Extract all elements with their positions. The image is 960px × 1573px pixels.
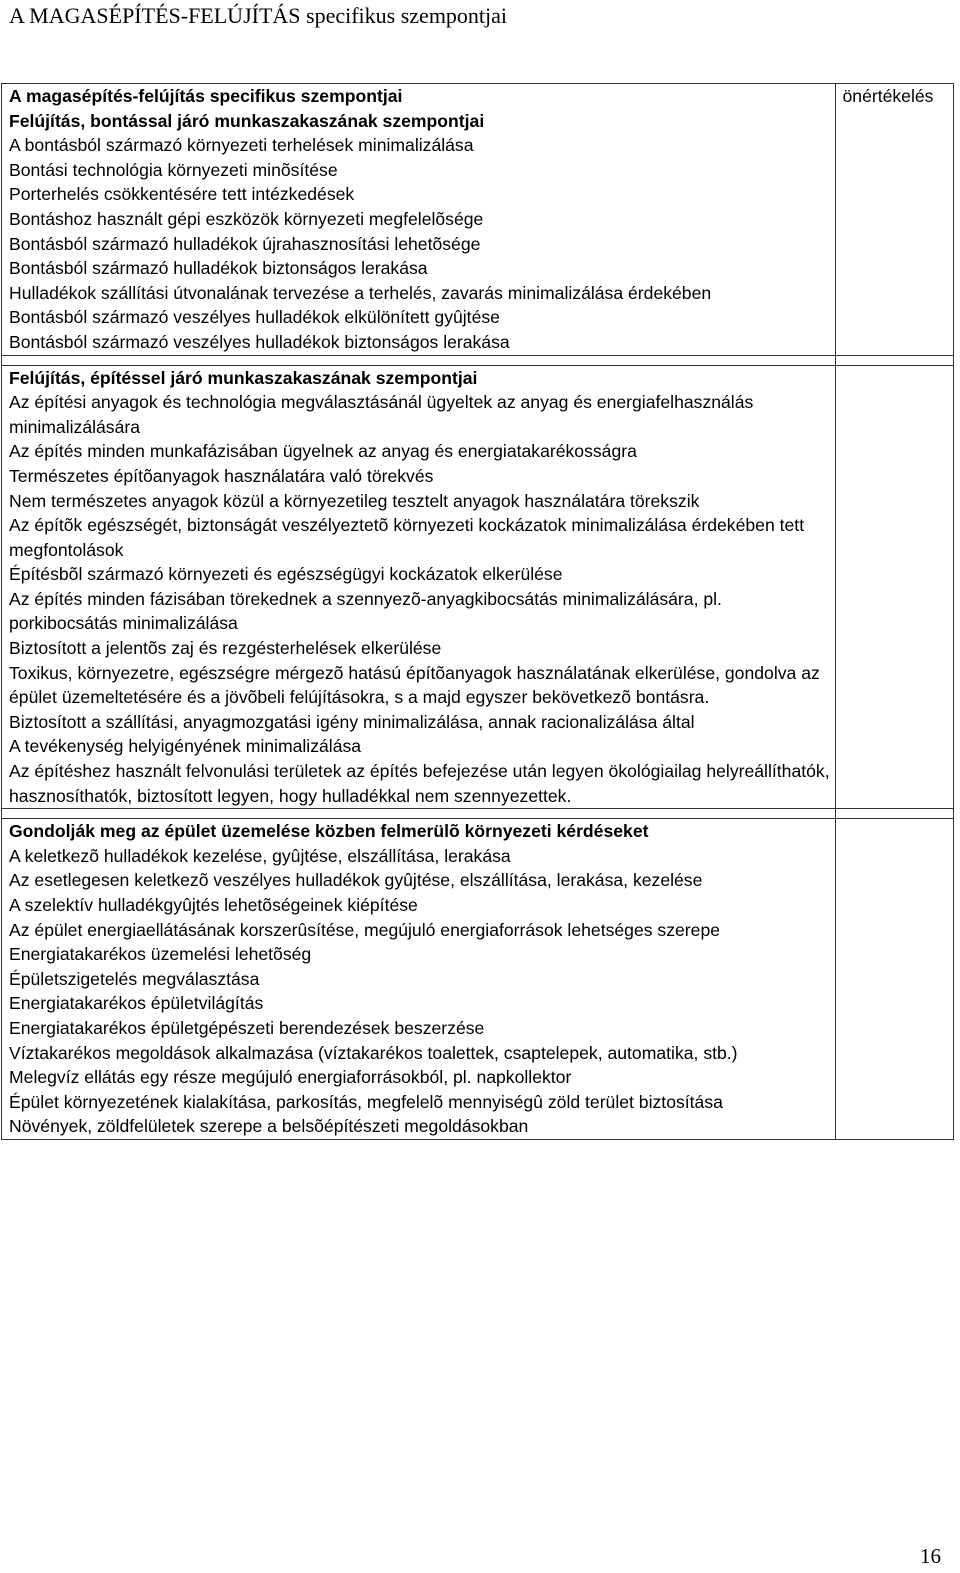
criteria-item: Bontáshoz használt gépi eszközök környezeti megfelelõsége xyxy=(9,208,484,229)
self-evaluation-cell xyxy=(835,365,954,809)
spacer-cell xyxy=(2,809,836,819)
criteria-cell xyxy=(2,819,836,1140)
criteria-item: Toxikus, környezetre, egészségre mérgezõ hatású építõanyagok használatának elkerülése, gondolva az épület üzemeltetésére és a jövõbeli felújításokra, s a majd egyszer bekövetkezõ bontásra. xyxy=(9,662,820,708)
criteria-item: A szelektív hulladékgyûjtés lehetõségeinek kiépítése xyxy=(9,895,418,915)
criteria-item: Épületszigetelés megválasztása xyxy=(9,968,260,989)
criteria-item: Az épület energiaellátásának korszerûsítése, megújuló energiaforrások lehetséges szerepe xyxy=(9,919,721,940)
criteria-item: Energiatakarékos épületgépészeti berendezések beszerzése xyxy=(9,1017,485,1038)
criteria-item: Melegvíz ellátás egy része megújuló energiaforrásokból, pl. napkollektor xyxy=(9,1067,572,1088)
criteria-item: Épület környezetének kialakítása, parkosítás, megfelelõ mennyiségû zöld terület biztosítása xyxy=(9,1091,723,1112)
criteria-item: Növények, zöldfelületek szerepe a belsõépítészeti megoldásokban xyxy=(9,1116,529,1137)
spacer-cell xyxy=(2,355,836,365)
criteria-cell xyxy=(2,84,836,356)
spacer-cell xyxy=(835,355,954,365)
criteria-section-row xyxy=(2,84,954,356)
criteria-table-body xyxy=(2,84,954,1140)
criteria-item: A keletkezõ hulladékok kezelése, gyûjtése, elszállítása, lerakása xyxy=(9,845,511,866)
self-evaluation-column-header: önértékelés xyxy=(835,84,954,356)
criteria-item: A tevékenység helyigényének minimalizálása xyxy=(9,736,362,757)
page-title: A MAGASÉPÍTÉS-FELÚJÍTÁS specifikus szempontjai xyxy=(9,3,508,28)
section-spacer-row xyxy=(2,355,954,365)
criteria-item: Biztosított a jelentõs zaj és rezgésterhelések elkerülése xyxy=(9,638,442,659)
criteria-heading: Gondolják meg az épület üzemelése közben felmerülõ környezeti kérdéseket xyxy=(9,821,649,842)
criteria-item: Porterhelés csökkentésére tett intézkedések xyxy=(9,184,355,205)
spacer-cell xyxy=(835,809,954,819)
criteria-item: Az építési anyagok és technológia megválasztásánál ügyeltek az anyag és energiafelhasználás minimalizálására xyxy=(9,392,754,437)
criteria-heading: Felújítás, bontással járó munkaszakaszának szempontjai xyxy=(9,110,485,131)
criteria-section-row xyxy=(2,819,954,1140)
criteria-item: Az építés minden fázisában törekednek a szennyezõ-anyagkibocsátás minimalizálására, pl. porkibocsátás minimalizálása xyxy=(9,588,722,634)
criteria-item: Nem természetes anyagok közül a környezetileg tesztelt anyagok használatára törekszik xyxy=(9,490,700,511)
criteria-item: Természetes építõanyagok használatára való törekvés xyxy=(9,465,434,486)
criteria-item: Az esetlegesen keletkezõ veszélyes hulladékok gyûjtése, elszállítása, lerakása, kezelése xyxy=(9,870,703,891)
criteria-item: Energiatakarékos épületvilágítás xyxy=(9,993,264,1014)
criteria-item: Energiatakarékos üzemelési lehetõség xyxy=(9,944,312,965)
criteria-heading: A magasépítés-felújítás specifikus szempontjai xyxy=(9,86,403,106)
criteria-item: Víztakarékos megoldások alkalmazása (víztakarékos toalettek, csaptelepek, automatika, stb.) xyxy=(9,1042,738,1063)
criteria-heading: Felújítás, építéssel járó munkaszakaszának szempontjai xyxy=(9,367,478,388)
self-evaluation-cell xyxy=(835,819,954,1140)
criteria-item: Bontásból származó hulladékok újrahasznosítási lehetõsége xyxy=(9,233,481,254)
criteria-item: Bontásból származó hulladékok biztonságos lerakása xyxy=(9,258,428,279)
criteria-item: Hulladékok szállítási útvonalának tervezése a terhelés, zavarás minimalizálása érdekében xyxy=(9,282,712,303)
criteria-section-row xyxy=(2,365,954,809)
criteria-item: Biztosított a szállítási, anyagmozgatási igény minimalizálása, annak racionalizálása által xyxy=(9,711,695,732)
criteria-item: A bontásból származó környezeti terhelések minimalizálása xyxy=(9,135,474,156)
criteria-cell xyxy=(2,365,836,809)
criteria-table xyxy=(1,83,954,1140)
criteria-item: Bontásból származó veszélyes hulladékok elkülönített gyûjtése xyxy=(9,307,500,328)
section-spacer-row xyxy=(2,809,954,819)
criteria-item: Az építéshez használt felvonulási területek az építés befejezése után legyen ökológiailag helyreállíthatók, hasznosíthatók, biztosított legyen, hogy hulladékkal nem szennyezettek. xyxy=(9,761,830,806)
page-number: 16 xyxy=(920,1544,941,1568)
criteria-item: Építésbõl származó környezeti és egészségügyi kockázatok elkerülése xyxy=(9,564,563,585)
criteria-item: Az építõk egészségét, biztonságát veszélyeztetõ környezeti kockázatok minimalizálása érdekében tett megfontolások xyxy=(9,515,805,560)
criteria-item: Bontásból származó veszélyes hulladékok biztonságos lerakása xyxy=(9,331,510,352)
criteria-item: Bontási technológia környezeti minõsítése xyxy=(9,159,338,180)
criteria-item: Az építés minden munkafázisában ügyelnek az anyag és energiatakarékosságra xyxy=(9,441,637,462)
